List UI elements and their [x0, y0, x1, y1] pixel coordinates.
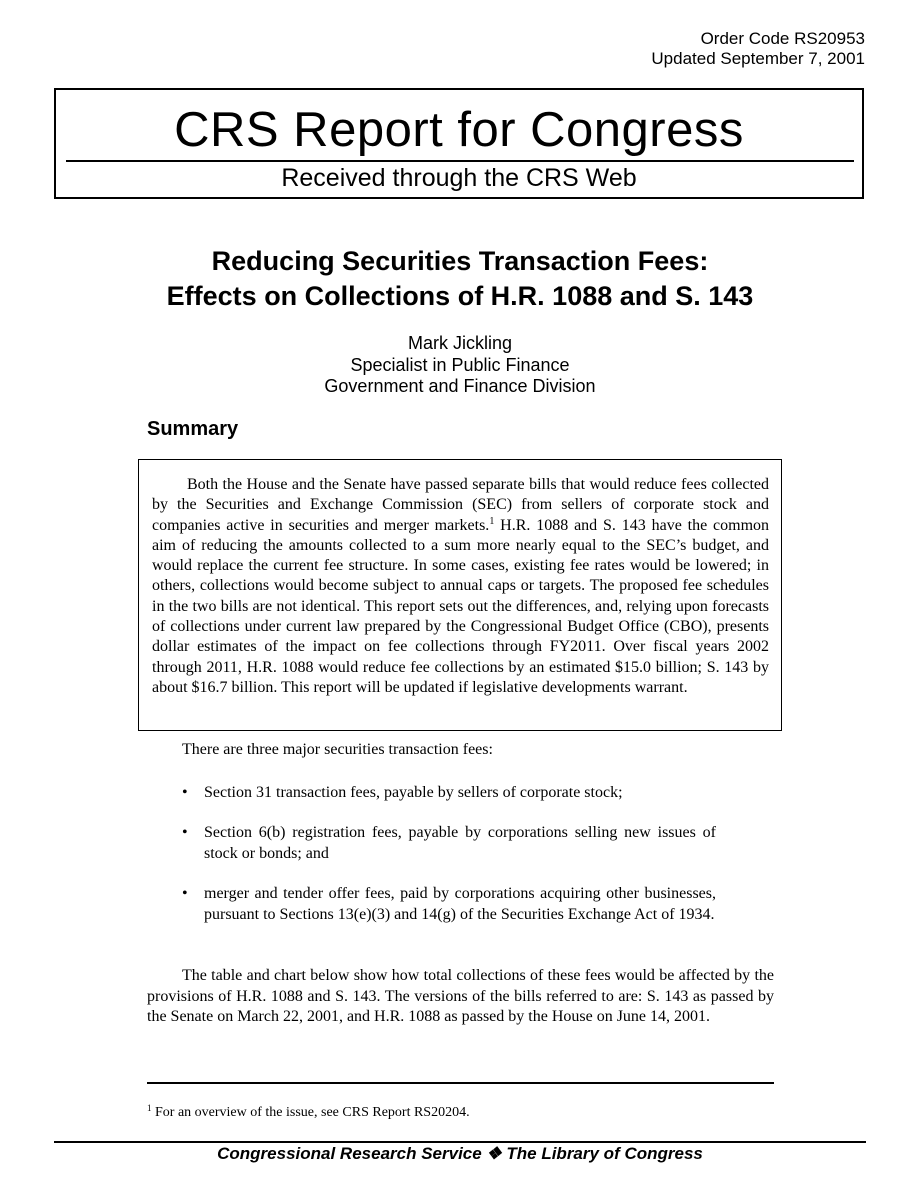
list-item-text: Section 6(b) registration fees, payable by corporations selling new issues of stock or bonds; and [204, 824, 716, 862]
fees-intro-paragraph: There are three major securities transaction fees: [182, 741, 493, 758]
report-series-title: CRS Report for Congress [174, 103, 744, 157]
document-title-line-1: Reducing Securities Transaction Fees: [211, 246, 709, 276]
author-division: Government and Finance Division [324, 376, 596, 396]
summary-heading: Summary [147, 418, 239, 440]
order-code-block [651, 29, 865, 69]
list-item [182, 884, 716, 925]
list-item-text: Section 31 transaction fees, payable by sellers of corporate stock; [204, 784, 623, 801]
document-title-line-2: Effects on Collections of H.R. 1088 and S. 143 [166, 281, 754, 311]
order-code: Order Code RS20953 [700, 29, 865, 48]
author-title: Specialist in Public Finance [350, 354, 570, 375]
list-item [182, 783, 716, 804]
author-block [60, 333, 860, 398]
bullet-icon: • [182, 784, 188, 801]
report-header-box [54, 88, 864, 199]
summary-text-part-1: Both the House and the Senate have passed separate bills that would reduce fees collected by the Securities and Exchange Commission (SEC) from sellers of corporate stock and companies active in securities and merger markets. [152, 476, 769, 534]
list-item-text: merger and tender offer fees, paid by corporations acquiring other businesses, pursuant to Sections 13(e)(3) and 14(g) of the Securities Exchange Act of 1934. [204, 885, 716, 923]
document-title [60, 244, 860, 314]
footnote-text: For an overview of the issue, see CRS Report RS20204. [151, 1105, 470, 1120]
bullet-icon: • [182, 824, 188, 841]
author-name: Mark Jickling [407, 333, 513, 353]
list-item [182, 823, 716, 864]
footnote [147, 1104, 470, 1122]
summary-text [152, 475, 769, 698]
footnote-divider [147, 1082, 774, 1084]
summary-box [138, 459, 782, 731]
closing-paragraph: The table and chart below show how total collections of these fees would be affected by the provisions of H.R. 1088 and S. 143. The versions of the bills referred to are: S. 143 as passed by the Senate on March 22, 2001, and H.R. 1088 as passed by the House on June 14, 2001. [147, 967, 774, 1025]
header-divider [66, 160, 854, 162]
page-footer: Congressional Research Service ❖ The Library of Congress [217, 1144, 703, 1163]
summary-text-part-2: H.R. 1088 and S. 143 have the common aim of reducing the amounts collected to a sum more nearly equal to the SEC’s budget, and would replace the current fee structure. In some cases, existing fee rates would be lowered; in others, collections would become subject to annual caps or targets. The proposed fee schedules in the two bills are not identical. This report sets out the differences, and, relying upon forecasts of collections under current law prepared by the Congressional Budget Office (CBO), presents dollar estimates of the impact on fee collections through FY2011. Over fiscal years 2002 through 2011, H.R. 1088 would reduce fee collections by an estimated $15.0 billion; S. 143 by about $16.7 billion. This report will be updated if legislative developments warrant. [152, 516, 770, 696]
bullet-icon: • [182, 885, 188, 902]
report-series-subtitle: Received through the CRS Web [281, 164, 637, 192]
updated-date: Updated September 7, 2001 [651, 49, 865, 68]
footnote-reference: 1 [489, 515, 495, 527]
footnote-number: 1 [147, 1103, 152, 1113]
